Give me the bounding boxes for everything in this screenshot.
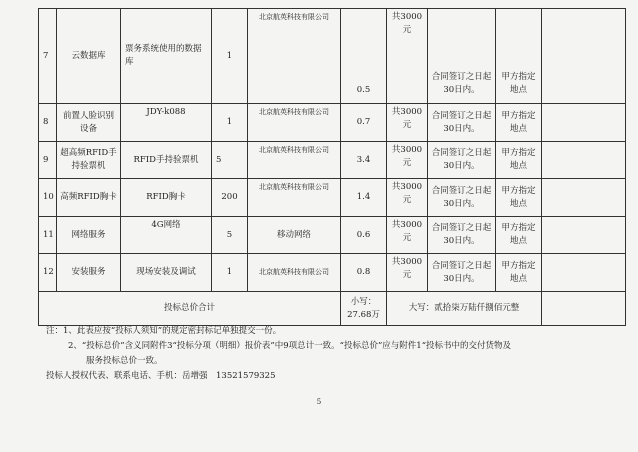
item-price: 0.8 bbox=[341, 254, 387, 292]
item-price: 0.7 bbox=[341, 104, 387, 142]
item-price: 0.6 bbox=[341, 217, 387, 254]
note-2: 2、“投标总价”含义同附件3“投标分项（明细）报价表”中9项总计一致。“投标总价”应与附件1“投标书中的交付货物及 bbox=[68, 341, 512, 351]
empty-cell bbox=[542, 142, 626, 179]
table-row bbox=[39, 179, 626, 217]
item-price: 3.4 bbox=[341, 142, 387, 179]
row-number: 12 bbox=[39, 254, 57, 292]
total-small-label: 小写： bbox=[350, 296, 377, 307]
empty-cell bbox=[542, 217, 626, 254]
item-spec: 4G网络 bbox=[121, 217, 212, 254]
item-place: 甲方指定地点 bbox=[496, 217, 542, 254]
item-delivery: 合同签订之日起30日内。 bbox=[428, 142, 496, 179]
item-place: 甲方指定地点 bbox=[496, 142, 542, 179]
item-delivery: 合同签订之日起30日内。 bbox=[428, 9, 496, 104]
item-total: 共3000元 bbox=[387, 9, 428, 104]
table-row bbox=[39, 254, 626, 292]
item-brand: 移动网络 bbox=[248, 217, 341, 254]
item-quantity: 5 bbox=[212, 142, 248, 179]
item-total: 共3000元 bbox=[387, 179, 428, 217]
table-row bbox=[39, 9, 626, 104]
item-delivery: 合同签订之日起30日内。 bbox=[428, 217, 496, 254]
item-spec: JDY-k088 bbox=[121, 104, 212, 142]
item-delivery: 合同签订之日起30日内。 bbox=[428, 254, 496, 292]
item-spec: RFID手持验票机 bbox=[121, 142, 212, 179]
notes-block bbox=[46, 324, 606, 384]
item-price: 0.5 bbox=[341, 9, 387, 104]
item-quantity: 1 bbox=[212, 9, 248, 104]
item-brand: 北京航英科技有限公司 bbox=[248, 179, 341, 217]
item-total: 共3000元 bbox=[387, 104, 428, 142]
empty-cell bbox=[542, 179, 626, 217]
table-row bbox=[39, 217, 626, 254]
page-number: 5 bbox=[316, 398, 322, 406]
item-brand: 北京航英科技有限公司 bbox=[248, 104, 341, 142]
row-number: 11 bbox=[39, 217, 57, 254]
empty-cell bbox=[542, 292, 626, 326]
table-row bbox=[39, 104, 626, 142]
item-place: 甲方指定地点 bbox=[496, 104, 542, 142]
empty-cell bbox=[542, 104, 626, 142]
item-brand: 北京航英科技有限公司 bbox=[248, 254, 341, 292]
item-spec: RFID胸卡 bbox=[121, 179, 212, 217]
row-number: 7 bbox=[39, 9, 57, 104]
total-small-cell bbox=[341, 292, 387, 326]
total-row bbox=[39, 292, 626, 326]
note-2-continued: 服务投标总价一致。 bbox=[86, 356, 163, 366]
item-spec: 现场安装及调试 bbox=[121, 254, 212, 292]
item-quantity: 1 bbox=[212, 104, 248, 142]
item-quantity: 1 bbox=[212, 254, 248, 292]
item-name: 高频RFID胸卡 bbox=[57, 179, 121, 217]
total-label: 投标总价合计 bbox=[39, 292, 341, 326]
total-small-value: 27.68万 bbox=[347, 309, 380, 320]
row-number: 9 bbox=[39, 142, 57, 179]
table-row bbox=[39, 142, 626, 179]
note-1: 注：1、此表应按“投标人须知”的规定密封标记单独提交一份。 bbox=[46, 326, 282, 336]
item-name: 前置人脸识别设备 bbox=[57, 104, 121, 142]
item-name: 超高频RFID手持验票机 bbox=[57, 142, 121, 179]
total-big: 大写：贰拾柒万陆仟捌佰元整 bbox=[387, 292, 542, 326]
item-total: 共3000元 bbox=[387, 217, 428, 254]
item-name: 网络服务 bbox=[57, 217, 121, 254]
signer-line: 投标人授权代表、联系电话、手机：岳增强 13521579325 bbox=[46, 371, 276, 381]
item-name: 安装服务 bbox=[57, 254, 121, 292]
empty-cell bbox=[542, 254, 626, 292]
item-total: 共3000元 bbox=[387, 254, 428, 292]
item-total: 共3000元 bbox=[387, 142, 428, 179]
row-number: 8 bbox=[39, 104, 57, 142]
item-delivery: 合同签订之日起30日内。 bbox=[428, 104, 496, 142]
item-price: 1.4 bbox=[341, 179, 387, 217]
item-brand: 北京航英科技有限公司 bbox=[248, 9, 341, 104]
row-number: 10 bbox=[39, 179, 57, 217]
item-spec: 票务系统使用的数据库 bbox=[121, 9, 212, 104]
item-quantity: 200 bbox=[212, 179, 248, 217]
empty-cell bbox=[542, 9, 626, 104]
item-delivery: 合同签订之日起30日内。 bbox=[428, 179, 496, 217]
item-quantity: 5 bbox=[212, 217, 248, 254]
item-brand: 北京航英科技有限公司 bbox=[248, 142, 341, 179]
item-place: 甲方指定地点 bbox=[496, 179, 542, 217]
item-name: 云数据库 bbox=[57, 9, 121, 104]
item-place: 甲方指定地点 bbox=[496, 9, 542, 104]
item-place: 甲方指定地点 bbox=[496, 254, 542, 292]
price-table bbox=[38, 8, 626, 326]
